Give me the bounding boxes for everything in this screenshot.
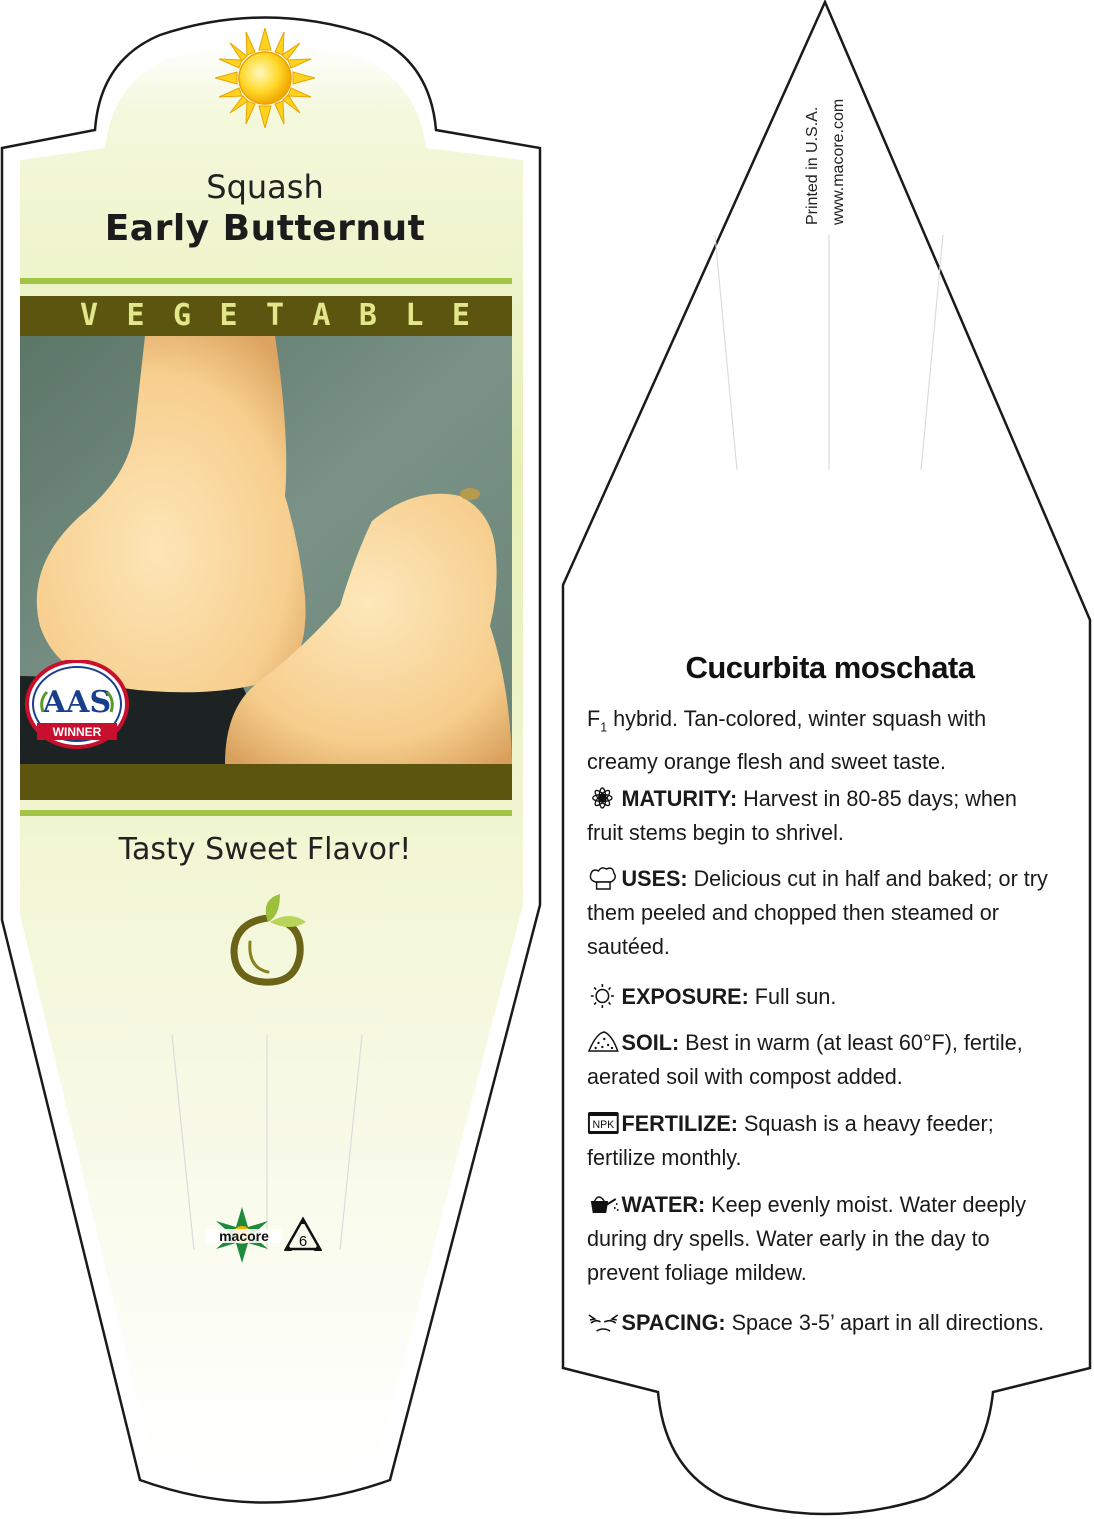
seedling-logo-icon [228, 892, 308, 988]
brand-text: macore [219, 1228, 269, 1244]
hybrid-f: F [587, 706, 601, 731]
description-text: hybrid. Tan-colored, winter squash with creamy orange flesh and sweet taste. [587, 706, 987, 774]
recycle-icon [282, 1215, 324, 1257]
divider-line [20, 278, 512, 284]
fertilize-text: Squash is a heavy feeder; fertilize monthly. [587, 1111, 994, 1170]
photo-bottom-band [20, 764, 512, 800]
printed-info [795, 65, 851, 235]
printed-line-1: Printed in U.S.A. [804, 106, 821, 225]
section-exposure [587, 980, 1057, 1014]
soil-label: SOIL: [621, 1030, 680, 1055]
water-text: Keep evenly moist. Water deeply during dry spells. Water early in the day to prevent foliage mildew. [587, 1192, 1027, 1285]
water-label: WATER: [621, 1192, 706, 1217]
watering-can-icon [587, 1191, 620, 1217]
award-top-text: AAS [42, 685, 112, 720]
macore-logo-icon [204, 1205, 284, 1267]
sun-outline-icon [587, 983, 620, 1009]
award-bottom-text: WINNER [52, 725, 102, 739]
section-fertilize [587, 1107, 1057, 1175]
section-water [587, 1188, 1057, 1290]
band-label: V E G E T A B L E [80, 298, 470, 333]
aas-winner-badge [25, 660, 129, 750]
flower-icon [587, 785, 620, 811]
section-uses [587, 862, 1057, 964]
sun-icon [215, 28, 315, 128]
maturity-text: Harvest in 80-85 days; when fruit stems begin to shrivel. [587, 786, 1017, 845]
recycle-code: 6 [298, 1233, 308, 1250]
soil-pile-icon [587, 1029, 620, 1055]
exposure-text: Full sun. [748, 984, 837, 1009]
section-soil [587, 1026, 1057, 1094]
printed-line-2: www.macore.com [830, 98, 847, 225]
maturity-label: MATURITY: [621, 786, 738, 811]
uses-label: USES: [621, 866, 688, 891]
spacing-arrows-icon [587, 1309, 620, 1335]
variety-title: Early Butternut [104, 208, 426, 249]
description [587, 702, 1057, 779]
chef-hat-icon [587, 865, 620, 891]
hybrid-sub: 1 [600, 719, 608, 735]
section-maturity [587, 782, 1057, 850]
fertilize-label: FERTILIZE: [621, 1111, 738, 1136]
spacing-text: Space 3-5’ apart in all directions. [725, 1310, 1045, 1335]
divider-line-2 [20, 810, 512, 816]
category-title: Squash [206, 168, 324, 206]
uses-text: Delicious cut in half and baked; or try them peeled and chopped then steamed or sautéed. [587, 866, 1048, 959]
section-spacing [587, 1306, 1057, 1340]
tagline: Tasty Sweet Flavor! [118, 832, 412, 867]
soil-text: Best in warm (at least 60°F), fertile, aerated soil with compost added. [587, 1030, 1023, 1089]
spacing-label: SPACING: [621, 1310, 726, 1335]
latin-name: Cucurbita moschata [685, 650, 975, 685]
npk-icon [587, 1110, 620, 1136]
exposure-label: EXPOSURE: [621, 984, 749, 1009]
npk-text: NPK [592, 1118, 615, 1132]
